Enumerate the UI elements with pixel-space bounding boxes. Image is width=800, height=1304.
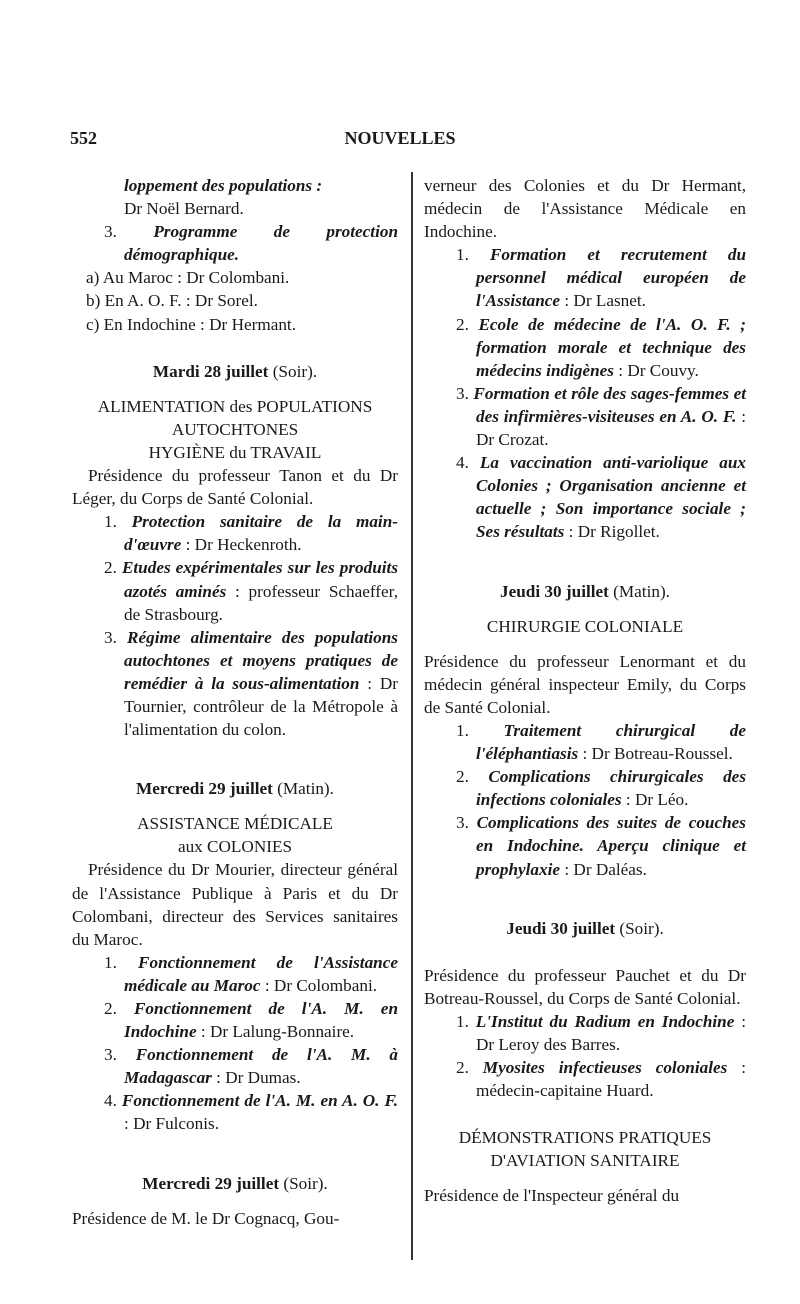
item-number: 2. xyxy=(456,767,469,787)
section-title: DÉMONSTRATIONS PRATIQUES xyxy=(458,1128,712,1148)
presidence-text: Présidence du professeur Pauchet et du Dr Botreau-Roussel, du Corps de Santé Colonial. xyxy=(424,965,746,1008)
list-item xyxy=(424,243,746,312)
section-title: ALIMENTATION des POPULATIONS xyxy=(97,396,373,416)
section-title: CHIRURGIE COLONIALE xyxy=(486,616,684,636)
item-author: : Dr Lalung-Bonnaire. xyxy=(196,1022,355,1042)
section-title: aux COLONIES xyxy=(177,837,293,857)
item-title: Protection sanitaire de la main-d'œuvre xyxy=(124,512,398,555)
item-number: 3. xyxy=(456,813,469,833)
item-number: 3. xyxy=(456,383,469,403)
list-item xyxy=(72,951,398,997)
item-number: 1. xyxy=(104,952,117,972)
session-time: (Soir). xyxy=(272,361,318,381)
item-number: 1. xyxy=(456,245,469,265)
item-author: : Dr Colombani. xyxy=(260,975,378,995)
sub-item-a: a) Au Maroc : Dr Colombani. xyxy=(86,268,290,288)
session-items xyxy=(72,510,398,741)
session-date xyxy=(72,777,398,800)
list-item xyxy=(72,556,398,625)
session-date xyxy=(72,360,398,383)
section-title: HYGIÈNE du TRAVAIL xyxy=(148,442,322,462)
list-item xyxy=(424,1056,746,1102)
session-time: (Matin). xyxy=(277,779,334,799)
item-author: : Dr Daléas. xyxy=(560,859,647,879)
session-day: Mardi 28 juillet xyxy=(152,361,269,381)
item-author: : Dr Heckenroth. xyxy=(181,535,302,555)
item-number: 1. xyxy=(456,720,469,740)
session-date xyxy=(72,1172,398,1195)
item-number: 2. xyxy=(104,558,117,578)
item-author: : médecin-capitaine Huard. xyxy=(476,1058,747,1101)
item-title: Programme de protection démographique. xyxy=(124,222,399,265)
list-item xyxy=(424,811,746,880)
session-date xyxy=(424,580,746,603)
session-items xyxy=(424,1010,746,1102)
item-title: Etudes expérimentales sur les produits azotés aminés xyxy=(121,558,399,601)
presidence-text: Présidence de M. le Dr Cognacq, Gou- xyxy=(72,1208,340,1228)
list-item xyxy=(72,626,398,741)
item-number: 2. xyxy=(456,314,469,334)
session-day: Mercredi 29 juillet xyxy=(142,1173,280,1193)
section-title: AUTOCHTONES xyxy=(171,419,299,439)
item-author: : Dr Dumas. xyxy=(211,1068,301,1088)
item-number: 1. xyxy=(104,512,117,532)
section-title: ASSISTANCE MÉDICALE xyxy=(137,814,333,834)
page-number: 552 xyxy=(70,128,97,148)
item-author: : Dr Leroy des Barres. xyxy=(476,1011,747,1054)
continued-item-title: loppement des populations : xyxy=(124,176,323,195)
list-item xyxy=(424,1010,746,1056)
item-author: : Dr Rigollet. xyxy=(564,522,660,542)
continued-text: verneur des Colonies et du Dr Hermant, médecin de l'Assistance Médicale en Indochine. xyxy=(424,176,746,242)
item-author: : Dr Couvy. xyxy=(613,360,699,380)
list-item xyxy=(72,220,398,266)
item-number: 3. xyxy=(104,627,117,647)
right-column xyxy=(424,174,746,1208)
item-title: La vaccination anti-variolique aux Colonies ; Organisation ancienne et actuelle ; Son importance sociale ; Ses résultats xyxy=(476,453,746,542)
item-title: Fonctionnement de l'A. M. à Madagascar xyxy=(124,1045,398,1088)
item-number: 3. xyxy=(104,1045,117,1065)
item-number: 1. xyxy=(456,1011,469,1031)
list-item xyxy=(72,997,398,1043)
session-items xyxy=(424,719,746,881)
column-divider xyxy=(411,172,413,1260)
item-title: Formation et rôle des sages-femmes et des infirmières-visiteuses en A. O. F. xyxy=(473,383,746,426)
list-item xyxy=(72,1043,398,1089)
item-number: 2. xyxy=(104,999,117,1018)
item-number: 2. xyxy=(456,1058,469,1078)
list-item xyxy=(72,510,398,556)
item-author: : Dr Léo. xyxy=(621,790,689,810)
left-column xyxy=(72,174,398,1230)
sub-item-b: b) En A. O. F. : Dr Sorel. xyxy=(86,291,258,311)
item-title: Complications des suites de couches en Indochine. Aperçu clinique et prophylaxie xyxy=(476,813,746,879)
item-number: 4. xyxy=(104,1091,117,1111)
presidence-text: Présidence de l'Inspecteur général du xyxy=(424,1186,680,1206)
item-title: L'Institut du Radium en Indochine xyxy=(475,1011,735,1031)
page-header xyxy=(0,128,800,152)
item-title: Complications chirurgicales des infections coloniales xyxy=(476,767,747,810)
session-day: Mercredi 29 juillet xyxy=(136,779,273,799)
item-author: : Dr Lasnet. xyxy=(560,291,646,311)
session-time: (Soir). xyxy=(283,1173,328,1193)
item-title: Traitement chirurgical de l'éléphantiasis xyxy=(476,720,746,764)
item-number: 4. xyxy=(456,453,469,473)
session-items xyxy=(424,243,746,543)
list-item xyxy=(424,451,746,543)
list-item xyxy=(424,313,746,382)
session-items xyxy=(72,951,398,1136)
session-time: (Matin). xyxy=(613,581,670,601)
session-day: Jeudi 30 juillet xyxy=(500,581,609,601)
item-title: Ecole de médecine de l'A. O. F. ; formation morale et technique des médecins indigènes xyxy=(476,314,746,380)
session-day: Jeudi 30 juillet xyxy=(506,918,616,938)
session-date xyxy=(424,917,746,940)
session-time: (Soir). xyxy=(619,918,664,938)
item-title: Fonctionnement de l'A. M. en A. O. F. xyxy=(121,1091,398,1111)
item-author: : Dr Crozat. xyxy=(476,406,746,450)
item-title: Formation et recrutement du personnel médical européen de l'Assistance xyxy=(476,245,747,311)
item-author: : professeur Schaeffer, de Strasbourg. xyxy=(124,581,398,624)
item-title: Régime alimentaire des populations autochtones et moyens pratiques de remédier à la sous-alimentation xyxy=(124,627,399,693)
list-item xyxy=(424,719,746,765)
item-title: Fonctionnement de l'A. M. en Indochine xyxy=(124,999,398,1042)
list-item xyxy=(424,382,746,451)
presidence-text: Présidence du professeur Lenormant et du médecin général inspecteur Emily, du Corps de Santé Colonial. xyxy=(424,651,746,717)
presidence-text: Présidence du professeur Tanon et du Dr Léger, du Corps de Santé Colonial. xyxy=(72,466,398,509)
section-title: D'AVIATION SANITAIRE xyxy=(490,1151,680,1171)
item-title: Fonctionnement de l'Assistance médicale au Maroc xyxy=(124,952,398,995)
list-item xyxy=(72,1089,398,1135)
list-item xyxy=(424,765,746,811)
sub-item-c: c) En Indochine : Dr Hermant. xyxy=(86,314,296,334)
item-author: : Dr Fulconis. xyxy=(124,1114,220,1134)
continued-item-author: Dr Noël Bernard. xyxy=(124,199,244,219)
item-author: : Dr Botreau-Roussel. xyxy=(578,744,733,764)
item-title: Myosites infectieuses coloniales xyxy=(482,1058,728,1078)
item-number: 3. xyxy=(104,222,117,242)
running-title: NOUVELLES xyxy=(344,128,456,148)
presidence-text: Présidence du Dr Mourier, directeur général de l'Assistance Publique à Paris et du Dr Colombani, directeur des Services sanitaires du Maroc. xyxy=(72,860,398,949)
item-author: : Dr Tournier, contrôleur de la Métropole à l'alimentation du colon. xyxy=(124,673,398,740)
